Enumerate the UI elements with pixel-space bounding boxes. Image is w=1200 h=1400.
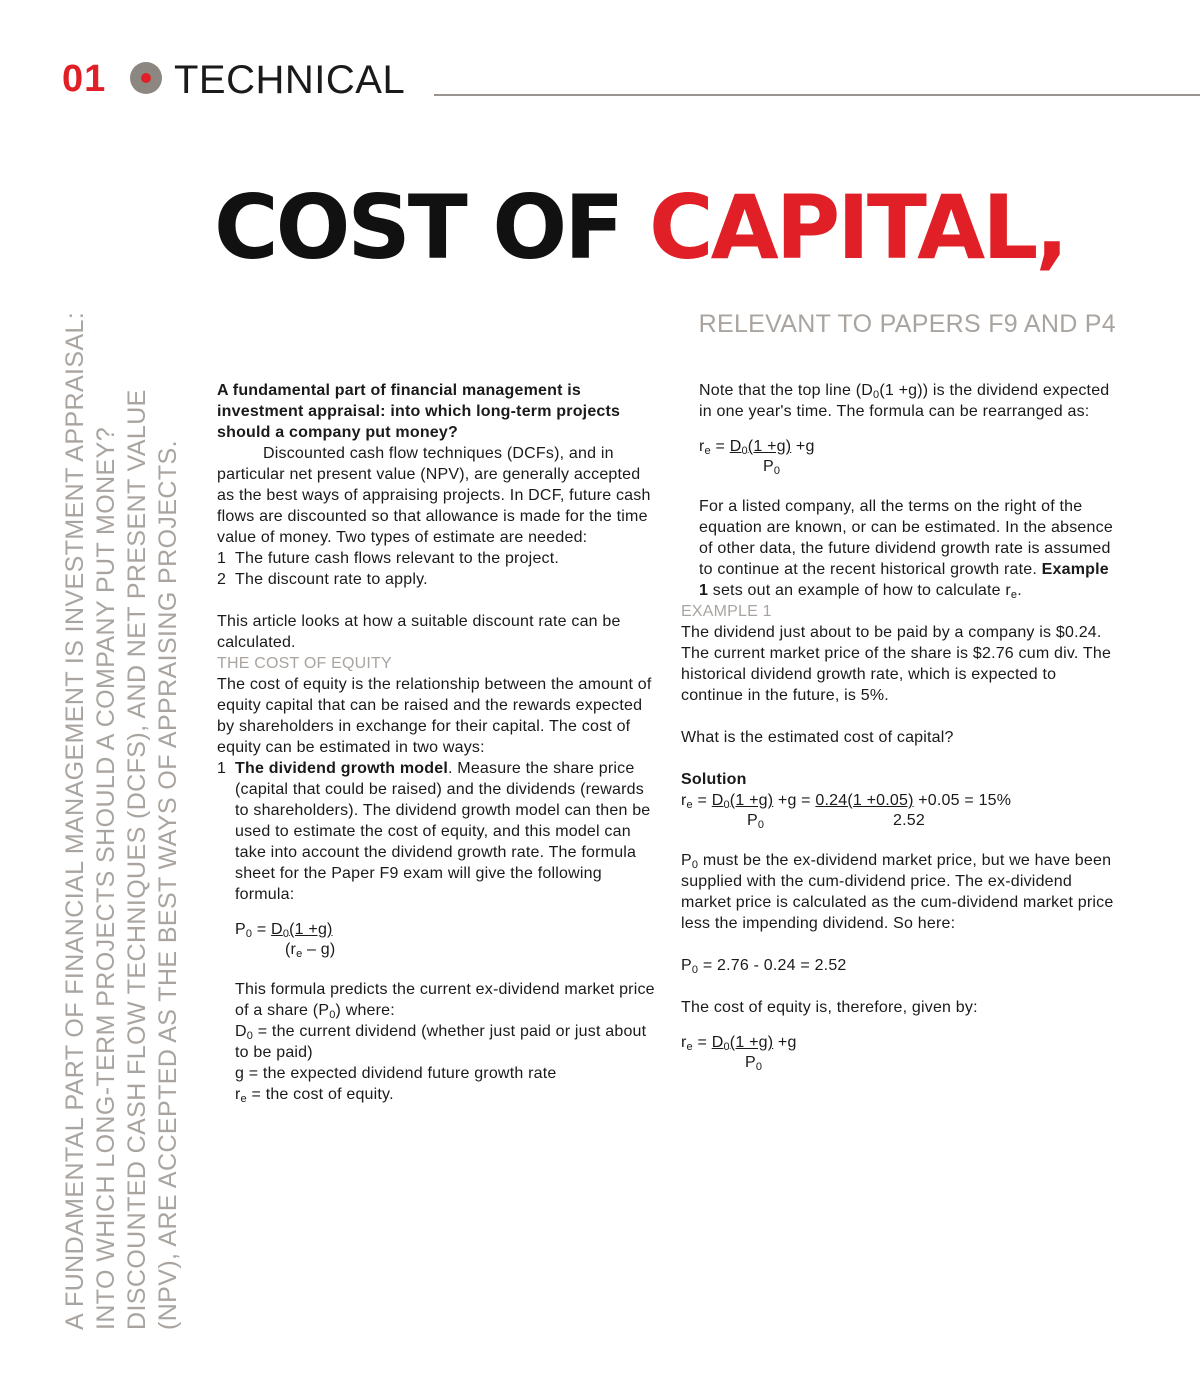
- example-question: What is the estimated cost of capital?: [681, 729, 954, 746]
- column-right: [681, 380, 1121, 1080]
- p0-explanation: $P_0$ must be the ex-dividend market price, but we have been supplied with the cum-dividend price. The ex-dividend market price is calculated as the cum-dividend market price less the impending dividend. So here:: [681, 852, 1114, 932]
- list-item: 1 The future cash flows relevant to the project.: [217, 550, 560, 567]
- article-title: [214, 178, 1066, 278]
- article-note: This article looks at how a suitable discount rate can be calculated.: [217, 613, 621, 651]
- definition-g: g = the expected dividend future growth rate: [235, 1065, 557, 1082]
- formula-explanation: This formula predicts the current ex-dividend market price of a share $(P_0)$ where:: [235, 981, 655, 1021]
- lead-paragraph: A fundamental part of financial management is investment appraisal: into which long-term projects should a company put money?: [217, 382, 621, 441]
- example-paragraph: The dividend just about to be paid by a company is $0.24. The current market price of the share is $2.76 cum div. The historical dividend growth rate, which is expected to continue in the future, is 5%.: [681, 624, 1112, 704]
- solution-heading: Solution: [681, 771, 747, 788]
- model-name: The dividend growth model: [235, 760, 448, 777]
- header-rule: [434, 94, 1200, 96]
- section-header: [62, 58, 1200, 102]
- formula-solution: $r_e = D_0(1 +g) +g = 0.24(1 +0.05) +0.05 = 15\%$ $P_0$ 2.52: [681, 792, 1012, 831]
- top-line-note: Note that the top line $(D_0(1 +g))$ is the dividend expected in one year's time. The formula can be rearranged as:: [699, 382, 1110, 420]
- formula-cost-of-equity: $r_e = D_0(1 +g) +g$ $P_0$: [699, 438, 815, 477]
- listed-company-paragraph: For a listed company, all the terms on the right of the equation are known, or can be estimated. In the absence of other data, the future dividend growth rate is assumed to continue at the recent historical growth rate. Example 1 sets out an example of how to calculate $r_e$.: [699, 498, 1113, 601]
- sidebar-pull-quote: A FUNDAMENTAL PART OF FINANCIAL MANAGEMENT IS INVESTMENT APPRAISAL: INTO WHICH LONG-TERM PROJECTS SHOULD A COMPANY PUT MONEY? DISCOUNTED CASH FLOW TECHNIQUES (DCFS), AND NET PRESENT VALUE (NPV), ARE ACCEPTED AS THE BEST WAYS OF APPRAISING PROJECTS.: [61, 311, 182, 1330]
- intro-paragraph: Discounted cash flow techniques (DCFs), and in particular net present value (NPV), are generally accepted as the best ways of appraising projects. In DCF, future cash flows are discounted so that allowance is made for the time value of money. Two types of estimate are needed:: [217, 445, 651, 546]
- article-subtitle: RELEVANT TO PAPERS F9 AND P4: [698, 310, 1116, 338]
- therefore-line: The cost of equity is, therefore, given by:: [681, 999, 978, 1016]
- definition-re: $r_e$ = the cost of equity.: [235, 1086, 394, 1105]
- dividend-growth-model-item: 1 The dividend growth model. Measure the share price (capital that could be raised) and the dividends (rewards to shareholders). The dividend growth model can then be used to estimate the cost of equity, and this model can take into account the dividend growth rate. The formula sheet for the Paper F9 exam will give the following formula:: [217, 760, 651, 903]
- example-heading: EXAMPLE 1: [681, 603, 772, 620]
- formula-cost-of-equity-final: $r_e = D_0(1 +g) +g$ $P_0$: [681, 1034, 797, 1073]
- list-item: 2 The discount rate to apply.: [217, 571, 428, 588]
- target-dot-icon: [130, 62, 162, 94]
- section-number: 01: [62, 58, 107, 100]
- p0-calculation: $P_0 = 2.76 - 0.24 = 2.52$: [681, 957, 847, 976]
- equity-paragraph: The cost of equity is the relationship between the amount of equity capital that can be raised and the rewards expected by shareholders in exchange for their capital. The cost of equity can be estimated in two ways:: [217, 676, 652, 756]
- section-heading-cost-of-equity: THE COST OF EQUITY: [217, 655, 392, 672]
- section-label: TECHNICAL: [174, 58, 406, 102]
- column-left: [217, 380, 657, 1105]
- formula-price: $P_0 = D_0(1 +g)$ $(r_e - g)$: [235, 921, 336, 960]
- title-part-red: CAPITAL,: [649, 176, 1066, 279]
- definition-d0: $D_0$ = the current dividend (whether just paid or just about to be paid): [235, 1023, 647, 1061]
- title-part-black: COST OF: [214, 176, 649, 279]
